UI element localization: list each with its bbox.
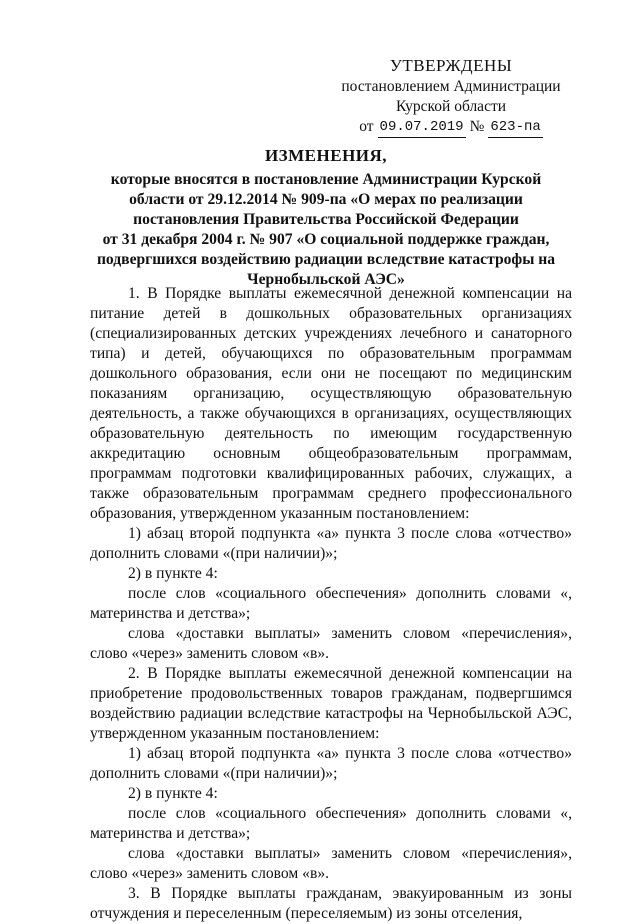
approval-line-2: Курской области <box>395 98 507 115</box>
title-main: ИЗМЕНЕНИЯ, <box>264 146 388 165</box>
paragraph-section-1: 1. В Порядке выплаты ежемесячной денежной компенсации на питание детей в дошкольных образовательных организациях (специализированных детских учреждениях лечебного и санаторного типа) и детей, обучающихся по образовательным программам дошкольного образования, если они не посещают по медицинским показаниям организацию, осуществляющую образовательную деятельность, а также обучающихся в организациях, осуществляющих образовательную деятельность по имеющим государственную аккредитацию основным общеобразовательным программам, программам подготовки квалифицированных рабочих, служащих, а также образовательным программам среднего профессионального образования, утвержденном указанным постановлением: <box>90 285 572 522</box>
paragraph-amendment: слова «доставки выплаты» заменить словом «перечисления», слово «через» заменить словом «в». <box>90 845 572 882</box>
date-prefix: от <box>359 118 374 135</box>
title-line: которые вносятся в постановление Администрации Курской <box>110 171 542 188</box>
paragraph-section-2: 2. В Порядке выплаты ежемесячной денежной компенсации на приобретение продовольственных товаров гражданам, подвергшимся воздействию радиации вследствие катастрофы на Чернобыльской АЭС, утвержденном указанным постановлением: <box>90 665 572 742</box>
paragraph-amendment: слова «доставки выплаты» заменить словом «перечисления», слово «через» заменить словом «в». <box>90 625 572 662</box>
paragraph-item-1: 1) абзац второй подпункта «а» пункта 3 после слова «отчество» дополнить словами «(при наличии)»; <box>90 525 572 562</box>
paragraph-amendment: после слов «социального обеспечения» дополнить словами «, материнства и детства»; <box>90 585 572 622</box>
approval-line-1: постановлением Администрации <box>341 78 561 95</box>
paragraph-item-1: 1) абзац второй подпункта «а» пункта 3 после слова «отчество» дополнить словами «(при наличии)»; <box>90 745 572 782</box>
approval-date-line <box>336 117 566 138</box>
title-line: Чернобыльской АЭС» <box>247 271 405 288</box>
number-prefix: № <box>469 118 485 135</box>
approval-heading: УТВЕРЖДЕНЫ <box>389 56 513 75</box>
approval-number: 623-па <box>488 117 542 138</box>
paragraph-item-2: 2) в пункте 4: <box>128 565 218 582</box>
document-body <box>90 284 572 924</box>
title-line: области от 29.12.2014 № 909-па «О мерах по реализации <box>129 191 523 208</box>
title-line: подвергшихся воздействию радиации вследствие катастрофы на <box>96 251 556 268</box>
title-line: постановления Правительства Российской Федерации <box>133 211 519 228</box>
paragraph-section-3: 3. В Порядке выплаты гражданам, эвакуированным из зоны отчуждения и переселенным (переселяемым) из зоны отселения, <box>90 885 572 922</box>
paragraph-amendment: после слов «социального обеспечения» дополнить словами «, материнства и детства»; <box>90 805 572 842</box>
approval-date: 09.07.2019 <box>378 117 466 138</box>
document-title <box>74 146 578 290</box>
approval-block <box>336 56 566 138</box>
title-line: от 31 декабря 2004 г. № 907 «О социальной поддержке граждан, <box>102 231 550 248</box>
paragraph-item-2: 2) в пункте 4: <box>128 785 218 802</box>
